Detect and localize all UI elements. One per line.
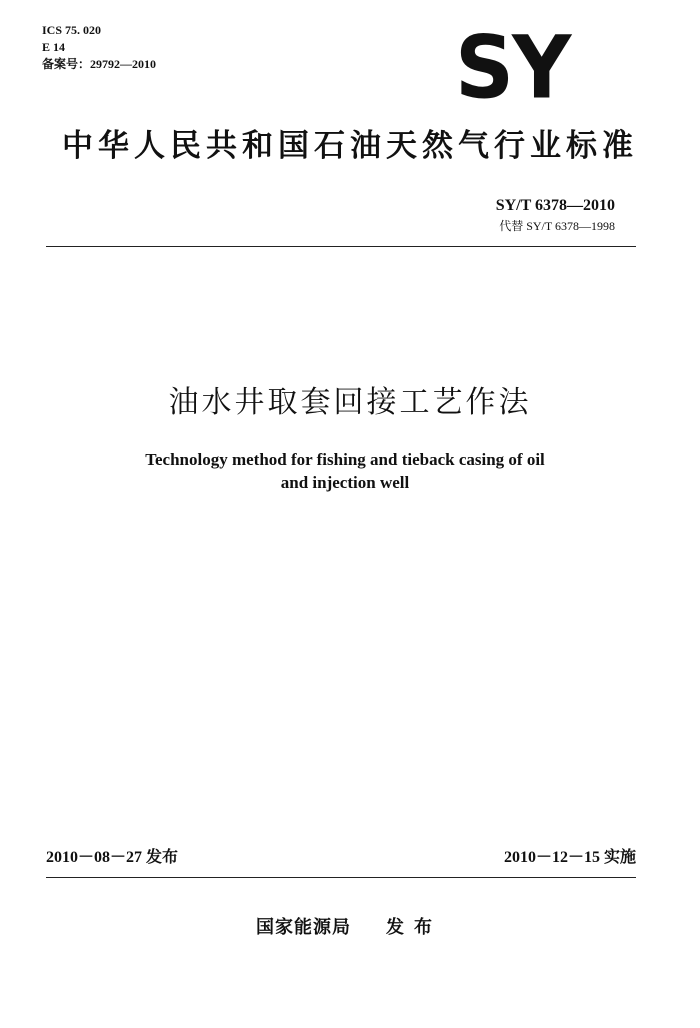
bottom-divider	[46, 877, 636, 878]
publish-label: 发布	[386, 917, 442, 938]
classification-code: E 14	[42, 40, 66, 54]
top-divider	[46, 246, 636, 247]
standard-number: SY/T 6378—2010	[495, 197, 615, 214]
publisher-name: 国家能源局	[256, 917, 351, 938]
ics-code: ICS 75. 020	[42, 23, 102, 37]
implementation-date: 2010－12－15 实施	[503, 849, 636, 866]
document-title-english-line2: and injection well	[280, 473, 410, 492]
document-title-chinese: 油水井取套回接工艺作法	[168, 385, 532, 420]
sy-logo: SY	[455, 18, 570, 119]
document-title-english-line1: Technology method for fishing and tieback casing of oil	[145, 450, 545, 469]
issue-date: 2010－08－27 发布	[46, 849, 179, 866]
replaces-standard: 代替 SY/T 6378—1998	[499, 219, 615, 233]
standard-title: 中华人民共和国石油天然气行业标准	[62, 128, 638, 164]
record-number: 备案号：29792—2010	[42, 57, 157, 71]
